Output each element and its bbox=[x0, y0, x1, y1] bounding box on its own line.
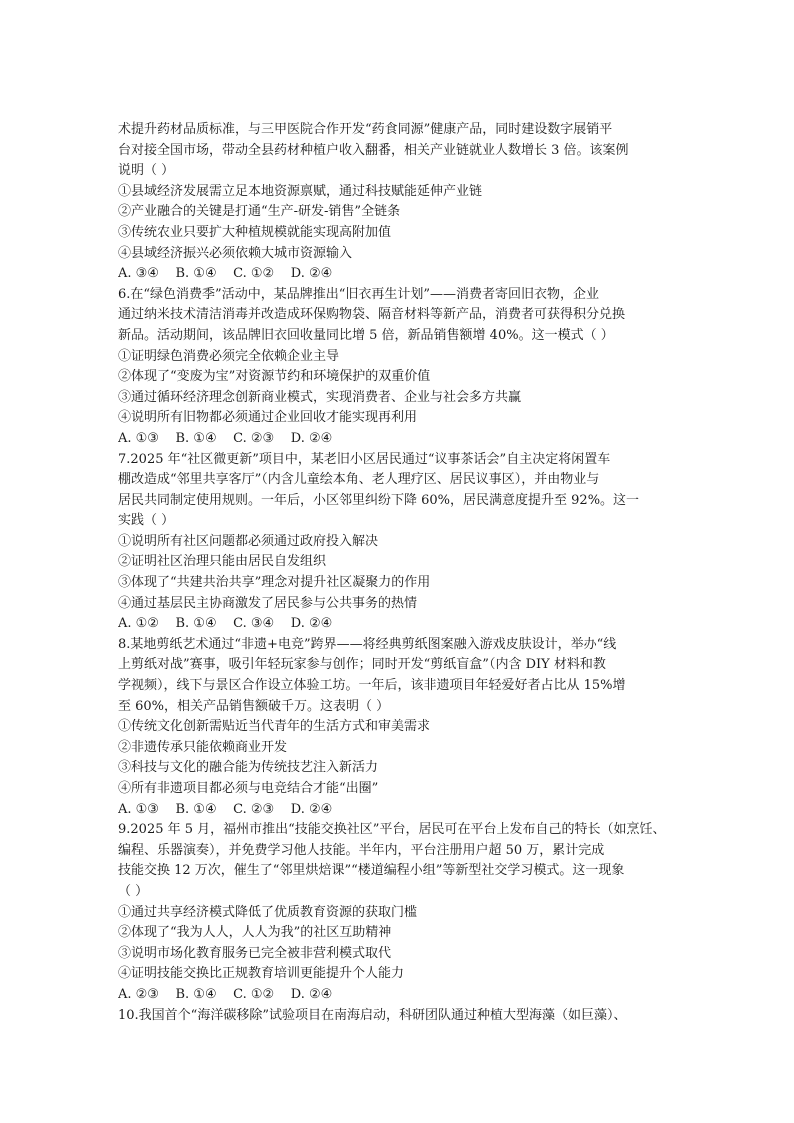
question-stem-line: 棚改造成“邻里共享客厅”（内含儿童绘本角、老人理疗区、居民议事区），并由物业与 bbox=[118, 472, 600, 488]
exam-page bbox=[118, 120, 680, 1026]
statement-option: ③通过循环经济理念创新商业模式，实现消费者、企业与社会多方共赢 bbox=[118, 389, 522, 405]
statement-option: ③说明市场化教育服务已完全被非营利模式取代 bbox=[118, 945, 392, 961]
answer-choices: A. ①② B. ①④ C. ③④ D. ②④ bbox=[118, 616, 333, 632]
statement-option: ①传统文化创新需贴近当代青年的生活方式和审美需求 bbox=[118, 719, 431, 735]
question-stem-line: 学视频），线下与景区合作设立体验工坊。一年后，该非遗项目年轻爱好者占比从 15%增 bbox=[118, 678, 626, 694]
statement-option: ①说明所有社区问题都必须通过政府投入解决 bbox=[118, 533, 379, 549]
question-stem-line: 实践（ ） bbox=[118, 513, 175, 529]
statement-option: ③传统农业只要扩大种植规模就能实现高附加值 bbox=[118, 224, 392, 240]
statement-option: ④县域经济振兴必须依赖大城市资源输入 bbox=[118, 245, 353, 261]
statement-option: ④说明所有旧物都必须通过企业回收才能实现再利用 bbox=[118, 410, 418, 426]
statement-option: ②产业融合的关键是打通“生产-研发-销售”全链条 bbox=[118, 204, 401, 220]
question-stem-line: 技能交换 12 万次，催生了“邻里烘焙课”“楼道编程小组”等新型社交学习模式。这一现象 bbox=[118, 863, 625, 879]
question-stem-line: 上剪纸对战”赛事，吸引年轻玩家参与创作；同时开发“剪纸盲盒”（内含 DIY 材料和教 bbox=[118, 657, 606, 673]
question-stem-line: 9.2025 年 5 月，福州市推出“技能交换社区”平台，居民可在平台上发布自己的特长（如烹饪、 bbox=[118, 822, 666, 838]
statement-option: ③体现了“共建共治共享”理念对提升社区凝聚力的作用 bbox=[118, 575, 431, 591]
question-stem-line: 术提升药材品质标准，与三甲医院合作开发“药食同源”健康产品，同时建设数字展销平 bbox=[118, 122, 613, 137]
question-10 bbox=[118, 1006, 680, 1027]
question-7 bbox=[118, 450, 680, 635]
question-stem-line: 通过纳米技术清洁消毒并改造成环保购物袋、隔音材料等新产品，消费者可获得积分兑换 bbox=[118, 307, 626, 323]
question-stem-line: 6.在“绿色消费季”活动中，某品牌推出“旧衣再生计划”——消费者寄回旧衣物，企业 bbox=[118, 286, 599, 302]
statement-option: ①证明绿色消费必须完全依赖企业主导 bbox=[118, 348, 340, 364]
question-stem-line: 说明（ ） bbox=[118, 163, 175, 179]
question-stem-line: 至 60%，相关产品销售额破千万。这表明（ ） bbox=[118, 698, 390, 714]
question-stem-line: 居民共同制定使用规则。一年后，小区邻里纠纷下降 60%，居民满意度提升至 92%。这一 bbox=[118, 492, 640, 508]
question-9 bbox=[118, 820, 680, 1005]
statement-option: ④通过基层民主协商激发了居民参与公共事务的热情 bbox=[118, 595, 418, 611]
statement-option: ②证明社区治理只能由居民自发组织 bbox=[118, 554, 327, 570]
question-8 bbox=[118, 635, 680, 820]
statement-option: ②体现了“变废为宝”对资源节约和环境保护的双重价值 bbox=[118, 369, 431, 385]
question-stem-line: 台对接全国市场，带动全县药材种植户收入翻番，相关产业链就业人数增长 3 倍。该案例 bbox=[118, 142, 629, 158]
statement-option: ②体现了“我为人人，人人为我”的社区互助精神 bbox=[118, 925, 392, 941]
answer-choices: A. ①③ B. ①④ C. ②③ D. ②④ bbox=[118, 430, 333, 446]
question-stem-line: 8.某地剪纸艺术通过“非遗+电竞”跨界——将经典剪纸图案融入游戏皮肤设计，举办“线 bbox=[118, 636, 617, 652]
statement-option: ④所有非遗项目都必须与电竞结合才能“出圈” bbox=[118, 781, 379, 796]
statement-option: ①县域经济发展需立足本地资源禀赋，通过科技赋能延伸产业链 bbox=[118, 183, 483, 199]
question-5 bbox=[118, 120, 680, 285]
statement-option: ④证明技能交换比正规教育培训更能提升个人能力 bbox=[118, 966, 405, 982]
statement-option: ③科技与文化的融合能为传统技艺注入新活力 bbox=[118, 760, 379, 776]
answer-choices: A. ②③ B. ①④ C. ①② D. ②④ bbox=[118, 986, 333, 1002]
statement-option: ①通过共享经济模式降低了优质教育资源的获取门槛 bbox=[118, 904, 418, 920]
question-stem-line: （ ） bbox=[118, 883, 149, 899]
answer-choices: A. ③④ B. ①④ C. ①② D. ②④ bbox=[118, 266, 333, 282]
question-stem-line: 7.2025 年“社区微更新”项目中，某老旧小区居民通过“议事茶话会”自主决定将闲置车 bbox=[118, 451, 611, 467]
statement-option: ②非遗传承只能依赖商业开发 bbox=[118, 739, 288, 755]
question-6 bbox=[118, 285, 680, 450]
question-stem-line: 新品。活动期间，该品牌旧衣回收量同比增 5 倍，新品销售额增 40%。这一模式（ ） bbox=[118, 327, 614, 343]
question-stem-line: 10.我国首个“海洋碳移除”试验项目在南海启动，科研团队通过种植大型海藻（如巨藻）、 bbox=[118, 1007, 627, 1023]
answer-choices: A. ①③ B. ①④ C. ②③ D. ②④ bbox=[118, 801, 333, 817]
question-stem-line: 编程、乐器演奏），并免费学习他人技能。半年内，平台注册用户超 50 万，累计完成 bbox=[118, 842, 605, 858]
